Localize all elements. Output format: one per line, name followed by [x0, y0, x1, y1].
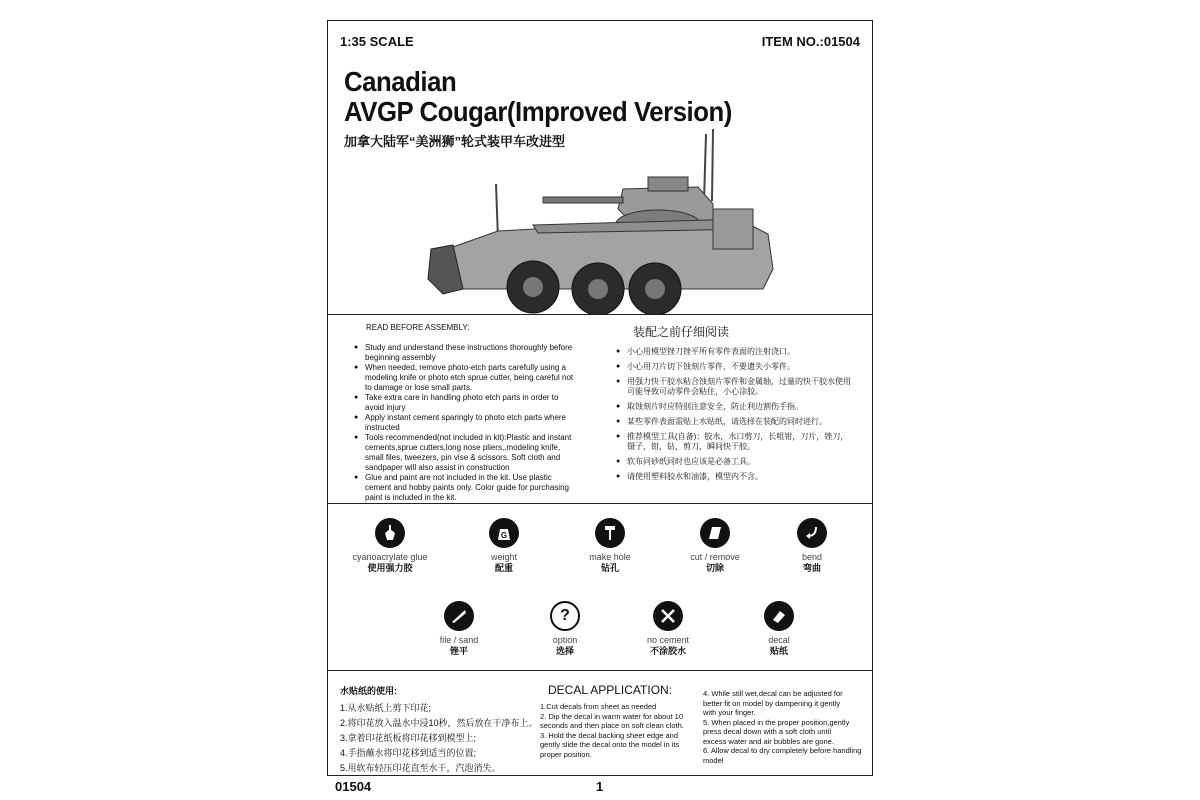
read-before-list — [354, 343, 576, 503]
symbol-make-hole: make hole 钻孔 — [558, 518, 662, 574]
list-item: 4.手指蘸水将印花移到适当的位置; — [340, 748, 477, 758]
footer-item-number: 01504 — [335, 779, 372, 794]
read-before-heading: READ BEFORE ASSEMBLY: — [366, 323, 470, 332]
list-item: ● Tools recommended(not included in kit):Plastic and instant cements,sprue cutters,long nose pliers,,modeling knife, small files, tweezers, pin vise & scissors. Soft cloth and sandpaper will also assist in construction — [354, 433, 576, 473]
drill-icon — [595, 518, 625, 548]
no-cement-icon — [653, 601, 683, 631]
divider — [328, 314, 872, 315]
page-number: 1 — [596, 779, 604, 794]
scale-label: 1:35 SCALE — [340, 34, 414, 49]
decal-icon — [764, 601, 794, 631]
list-item: 1.从水贴纸上剪下印花; — [340, 703, 432, 713]
list-item: ● 某些零件表面需贴上水贴纸，请选择在装配的同时进行。 — [616, 417, 856, 427]
cut-icon — [700, 518, 730, 548]
decal-cn-list — [340, 701, 540, 776]
list-item: ● Apply instant cement sparingly to photo etch parts where instructed — [354, 413, 576, 433]
symbol-decal: decal 贴纸 — [727, 601, 831, 657]
symbol-weight: G weight 配重 — [452, 518, 556, 574]
decal-list-col1: 1.Cut decals from sheet as needed 2. Dip the decal in warm water for about 10 seconds and then place on soft clean cloth. 3. Hold the decal backing sheet edge and gently slide the decal onto the model in its proper position. — [540, 702, 684, 759]
decal-cn-heading: 水贴纸的使用: — [340, 686, 397, 696]
list-item: ● Take extra care in handling photo etch parts in order to avoid injury — [354, 393, 576, 413]
title-line1: Canadian — [344, 66, 457, 97]
item-number: ITEM NO.:01504 — [761, 34, 860, 49]
decal-heading: DECAL APPLICATION: — [548, 683, 673, 697]
weight-icon — [489, 518, 519, 548]
title-chinese: 加拿大陆军“美洲狮”轮式装甲车改进型 — [344, 134, 566, 149]
symbol-bend: bend 弯曲 — [760, 518, 864, 574]
decal-list-col2: 4. While still wet,decal can be adjusted for better fit on model by dampening it gently with your finger. 5. When placed in the proper position,gently press decal down with a soft cloth until excess water and air bubbles are gone. 6. Allow decal to dry completely before handling model — [703, 689, 862, 765]
divider — [328, 503, 872, 504]
title-line2: AVGP Cougar(Improved Version) — [344, 96, 732, 127]
file-icon — [444, 601, 474, 631]
list-item: ● Glue and paint are not included in the kit. Use plastic cement and hobby paints only. Color guide for purchasing paint is included in the kit. — [354, 473, 576, 503]
read-before-cn-heading: 装配之前仔细阅读 — [633, 325, 730, 339]
list-item: ● When needed, remove photo-etch parts carefully using a modeling knife or photo etch sprue cutter, being careful not to damage or lose small parts. — [354, 363, 576, 393]
list-item: ● 取蚀刻片时应特别注意安全，防止利边割伤手指。 — [616, 402, 856, 412]
question-icon: ? — [550, 601, 580, 631]
list-item: ● 请使用塑料胶水和油漆，模型内不含。 — [616, 472, 856, 482]
list-item: ● 软布同砂纸同时也应该是必备工具。 — [616, 457, 856, 467]
list-item: 5.用软布轻压印花直至水干，汽泡消失。 — [340, 763, 501, 773]
symbol-option: ? option 选择 — [513, 601, 617, 657]
symbol-file-sand: file / sand 锉平 — [407, 601, 511, 657]
symbol-no-cement: no cement 不涂胶水 — [616, 601, 720, 657]
list-item: ● 用强力快干胶水粘合蚀刻片零件和金属轴，过量的快干胶水使用可能导致可动零件会粘住，小心涂胶。 — [616, 377, 856, 397]
symbol-cyanoacrylate-glue: cyanoacrylate glue 使用强力胶 — [338, 518, 442, 574]
read-before-cn-list — [616, 347, 856, 487]
svg-text:G: G — [500, 531, 508, 540]
vehicle-illustration — [423, 129, 788, 314]
list-item: ● 小心用刀片切下蚀刻片零件，不要遗失小零件。 — [616, 362, 856, 372]
symbol-cut-remove: cut / remove 切除 — [663, 518, 767, 574]
glue-icon — [375, 518, 405, 548]
divider — [328, 670, 872, 671]
instruction-sheet — [327, 20, 873, 776]
list-item: ● 小心用模型锉刀锉平所有零件表面的注射浇口。 — [616, 347, 856, 357]
list-item: 3.拿着印花纸板将印花移到模型上; — [340, 733, 477, 743]
bend-icon — [797, 518, 827, 548]
list-item: ● Study and understand these instructions thoroughly before beginning assembly — [354, 343, 576, 363]
list-item: ● 推荐模型工具(自备)：胶水，水口剪刀，长咀钳，刀片，锉刀，镊子，钳，钻，剪刀，瞬间快干胶。 — [616, 432, 856, 452]
list-item: 2.将印花放入温水中浸10秒，然后放在干净布上。 — [340, 718, 538, 728]
